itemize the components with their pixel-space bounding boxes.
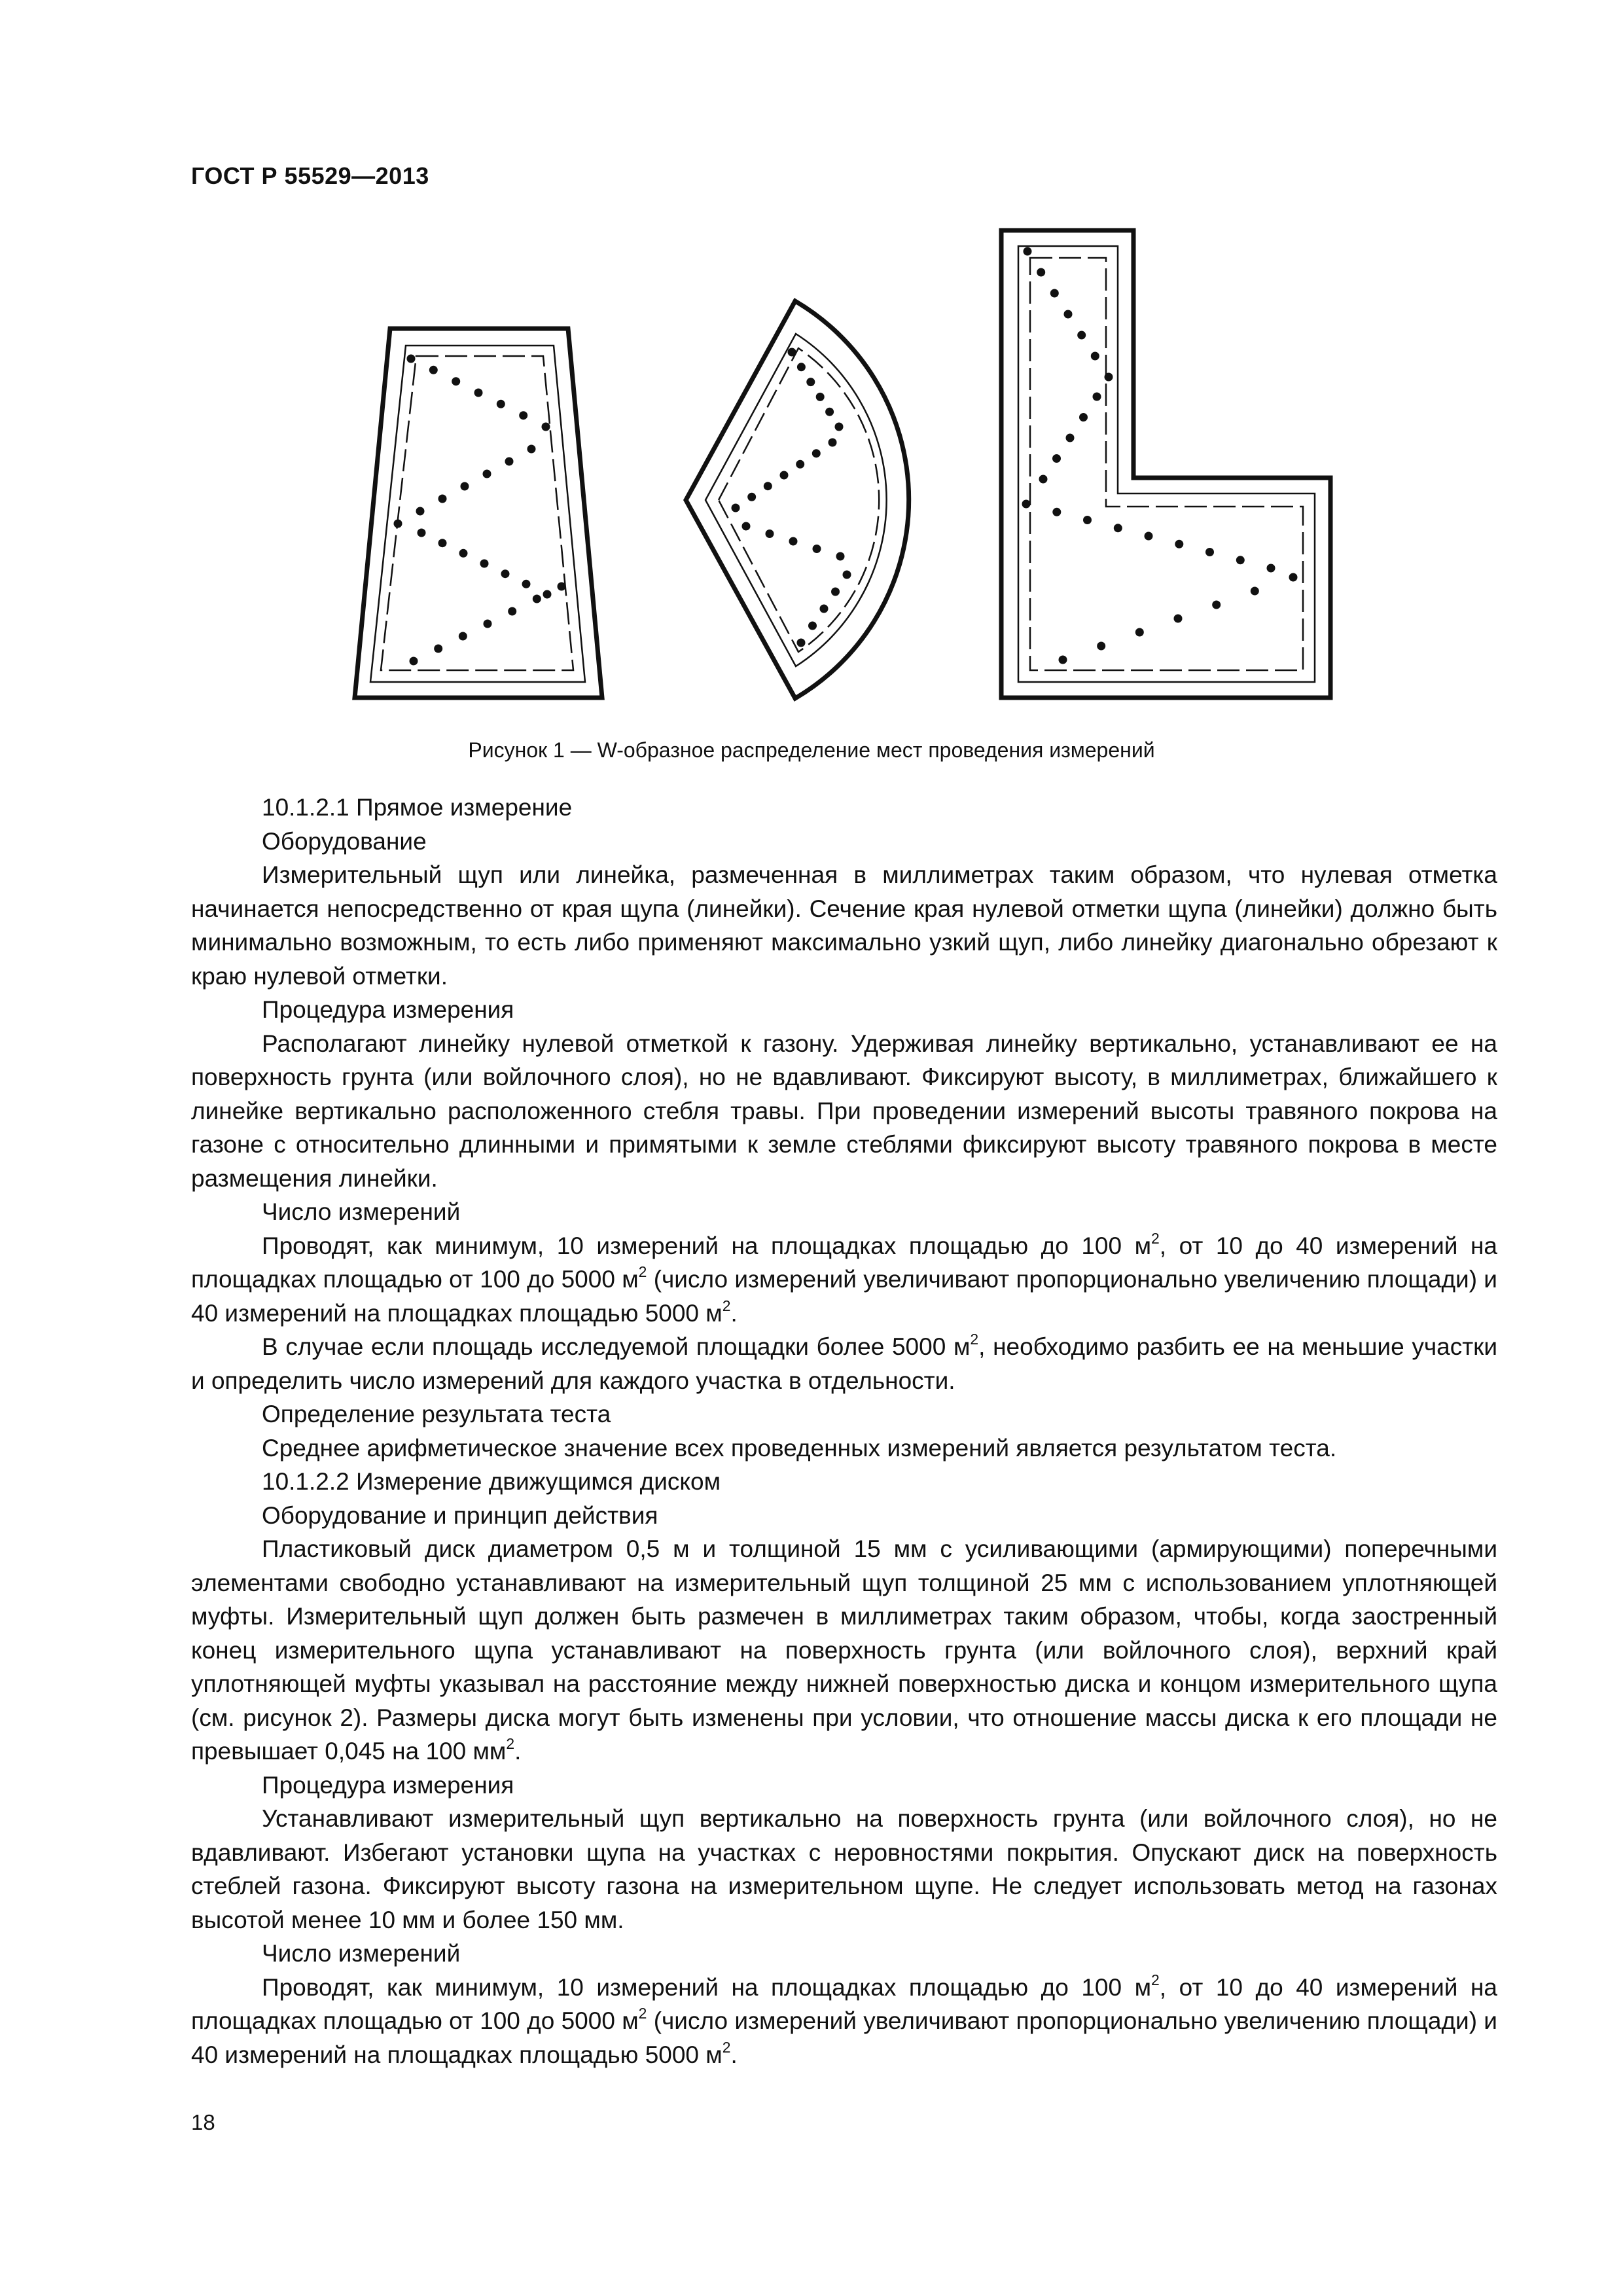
sector-plot [686,301,909,698]
document-header: ГОСТ Р 55529—2013 [191,162,429,189]
measurement-point [1066,434,1075,442]
measurement-point [1174,615,1183,623]
measurement-point [1050,289,1059,298]
measurement-point [780,471,789,480]
measurement-point [533,595,541,603]
trapezoid-plot [355,329,602,698]
paragraph-test-result: Среднее арифметическое значение всех проведенных измерений является результатом теста. [262,1434,1337,1462]
paragraph-equipment-description: Измерительный щуп или линейка, размеченная в миллиметрах таким образом, что нулевая отметка начинается непосредственно от края щупа (линейки). Сечение края нулевой отметки щупа (линейки) должно быть минимально возможным, то есть либо применяют максимально узкий щуп, либо линейку диагонально обрезают к краю нулевой отметки. [191,861,1497,990]
measurement-point [483,470,491,478]
text-run: , от 10 до 40 измерений на площадках площадью от 100 до 5000 м [191,1973,1497,2034]
paragraph-number-of-measurements [191,1229,1497,1331]
measurement-point [1022,500,1031,509]
measurement-point [1059,656,1067,664]
measurement-point [1236,556,1245,564]
l-shape-plot [1001,230,1330,698]
measurement-point [452,377,460,386]
text-run: Проводят, как минимум, 10 измерений на площадках площадью до 100 м [262,1232,1152,1259]
measurement-point [394,520,402,528]
measurement-point [416,507,425,516]
text-run: , необходимо разбить ее на меньшие участки и определить число измерений для каждого участка в отдельности. [191,1333,1498,1394]
paragraph-large-area [191,1330,1497,1397]
measurement-point [1289,573,1298,582]
subheading-procedure: Процедура измерения [262,996,514,1023]
measurement-point [831,588,840,596]
measurement-point [438,539,447,547]
paragraph-procedure-2-description: Устанавливают измерительный щуп вертикально на поверхность грунта (или войлочного слоя), но не вдавливают. Избегают установки щупа на участках с неровностями покрытия. Опускают диск на поверхность стеблей газона. Фиксируют высоту газона на измерительном щупе. Не следует использовать метод на газонах высотой менее 10 мм и более 150 мм. [191,1805,1497,1933]
measurement-point [418,529,426,537]
measurement-point [522,580,531,588]
measurement-point [806,378,815,386]
superscript-2: 2 [1151,1229,1160,1247]
superscript-2: 2 [638,1263,647,1280]
measurement-point [459,632,467,641]
text-run: Пластиковый диск диаметром 0,5 м и толщиной 15 мм с усиливающими (армирующими) поперечными элементами свободно устанавливают на измерительный щуп толщиной 25 мм с использованием уплотняющей муфты. Измерительный щуп должен быть размечен в миллиметрах таким образом, чтобы, когда заостренный конец измерительного щупа устанавливают на поверхность грунта (или войлочного слоя), верхний край уплотняющей муфты указывал на расстояние между нижней поверхностью диска и концом измерительного щупа (см. рисунок 2). Размеры диска могут быть изменены при условии, что отношение массы диска к его площади не превышает 0,045 на 100 мм [191,1535,1497,1765]
superscript-2: 2 [722,1297,731,1314]
measurement-point [812,449,821,457]
text-run: В случае если площадь исследуемой площадки более 5000 м [262,1333,971,1360]
measurement-point [1079,413,1088,422]
superscript-2: 2 [638,2004,647,2022]
measurement-point [1091,352,1099,361]
sector-inner-border [705,334,887,666]
paragraph-number-of-measurements-2 [191,1971,1497,2072]
page-number: 18 [191,2110,215,2134]
subheading-test-result: Определение результата теста [262,1401,611,1427]
measurement-point [797,639,806,647]
measurement-point [836,552,845,561]
measurement-point [459,549,468,558]
superscript-2: 2 [970,1330,979,1348]
measurement-point [1145,532,1153,541]
measurement-points [394,247,1298,666]
section-heading-10-1-2-2: 10.1.2.2 Измерение движущимся диском [262,1468,721,1495]
measurement-point [1083,516,1092,524]
measurement-point [796,460,804,469]
body-text [191,791,1497,2072]
subheading-equipment-principle: Оборудование и принцип действия [262,1501,658,1529]
measurement-point [429,366,438,374]
figure-1-w-pattern-diagram [0,216,1623,740]
measurement-point [1251,587,1259,596]
measurement-point [1105,373,1113,382]
subheading-number-of-measurements: Число измерений [262,1198,461,1225]
measurement-point [742,522,751,531]
text-run: (число измерений увеличивают пропорционально увеличению площади) и 40 измерений на площадках площадью 5000 м [191,2007,1497,2068]
superscript-2: 2 [506,1734,515,1752]
measurement-point [480,560,489,568]
measurement-point [843,571,851,579]
trapezoid-dashed-boundary [381,356,573,670]
measurement-point [474,389,483,397]
measurement-point [1093,393,1101,401]
measurement-point [1114,524,1122,532]
measurement-point [1052,508,1061,516]
figure-caption: Рисунок 1 — W-образное распределение мест проведения измерений [468,738,1155,762]
measurement-point [820,605,829,613]
measurement-point [789,537,798,546]
text-run: . [514,1738,522,1765]
measurement-point [501,569,510,578]
paragraph-procedure-description: Располагают линейку нулевой отметкой к газону. Удерживая линейку вертикально, устанавливают ее на поверхность грунта (или войлочного слоя), но не вдавливают. Фиксируют высоту, в миллиметрах, ближайшего к линейке вертикально расположенного стебля травы. При проведении измерений высоты травяного покрова на газоне с относительно длинными и примятыми к земле стеблями фиксируют высоту травяного покрова в месте размещения линейки. [191,1030,1497,1192]
measurement-point [505,457,514,466]
l-shape-outer-border [1001,230,1330,698]
measurement-point [542,423,550,431]
measurement-point [519,411,527,420]
text-run: Проводят, как минимум, 10 измерений на площадках площадью до 100 м [262,1973,1152,2001]
measurement-point [1064,310,1073,319]
measurement-point [1205,548,1214,556]
section-heading-10-1-2-1: 10.1.2.1 Прямое измерение [262,794,573,821]
measurement-point [1077,331,1086,340]
measurement-point [1024,247,1032,256]
text-run: . [730,2041,738,2068]
measurement-point [410,657,418,666]
superscript-2: 2 [722,2038,731,2056]
l-shape-inner-border [1018,246,1315,682]
measurement-point [434,645,442,653]
measurement-point [484,620,492,628]
measurement-point [813,545,821,553]
measurement-point [1212,601,1221,609]
measurement-point [829,439,837,447]
text-run: . [730,1299,738,1327]
measurement-point [764,482,772,490]
measurement-point [825,408,834,416]
measurement-point [543,590,552,599]
measurement-point [732,504,740,512]
text-run: (число измерений увеличивают пропорционально увеличению площади) и 40 измерений на площадках площадью 5000 м [191,1266,1497,1327]
measurement-point [1052,454,1061,463]
measurement-point [558,583,566,591]
measurement-point [766,529,774,538]
measurement-point [788,348,796,357]
measurement-point [1039,475,1048,484]
subheading-number-of-measurements-2: Число измерений [262,1940,461,1967]
l-shape-dashed-boundary [1030,258,1303,670]
measurement-point [497,400,505,408]
measurement-point [747,493,756,501]
measurement-point [438,495,447,503]
text-run: , от 10 до 40 измерений на площадках площадью от 100 до 5000 м [191,1232,1497,1293]
measurement-point [1097,642,1105,651]
measurement-point [1037,268,1045,277]
measurement-point [508,607,516,616]
measurement-point [407,355,416,363]
measurement-point [1135,628,1144,637]
trapezoid-outer-border [355,329,602,698]
measurement-point [1175,540,1183,548]
measurement-point [1267,564,1275,573]
subheading-equipment: Оборудование [262,827,427,855]
measurement-point [797,363,806,371]
measurement-point [835,423,844,431]
subheading-procedure-2: Процедура измерения [262,1771,514,1799]
superscript-2: 2 [1151,1971,1160,1988]
paragraph-disk-description [191,1532,1497,1768]
measurement-point [461,482,469,491]
measurement-point [808,622,817,630]
measurement-point [816,393,825,401]
measurement-point [527,445,536,454]
